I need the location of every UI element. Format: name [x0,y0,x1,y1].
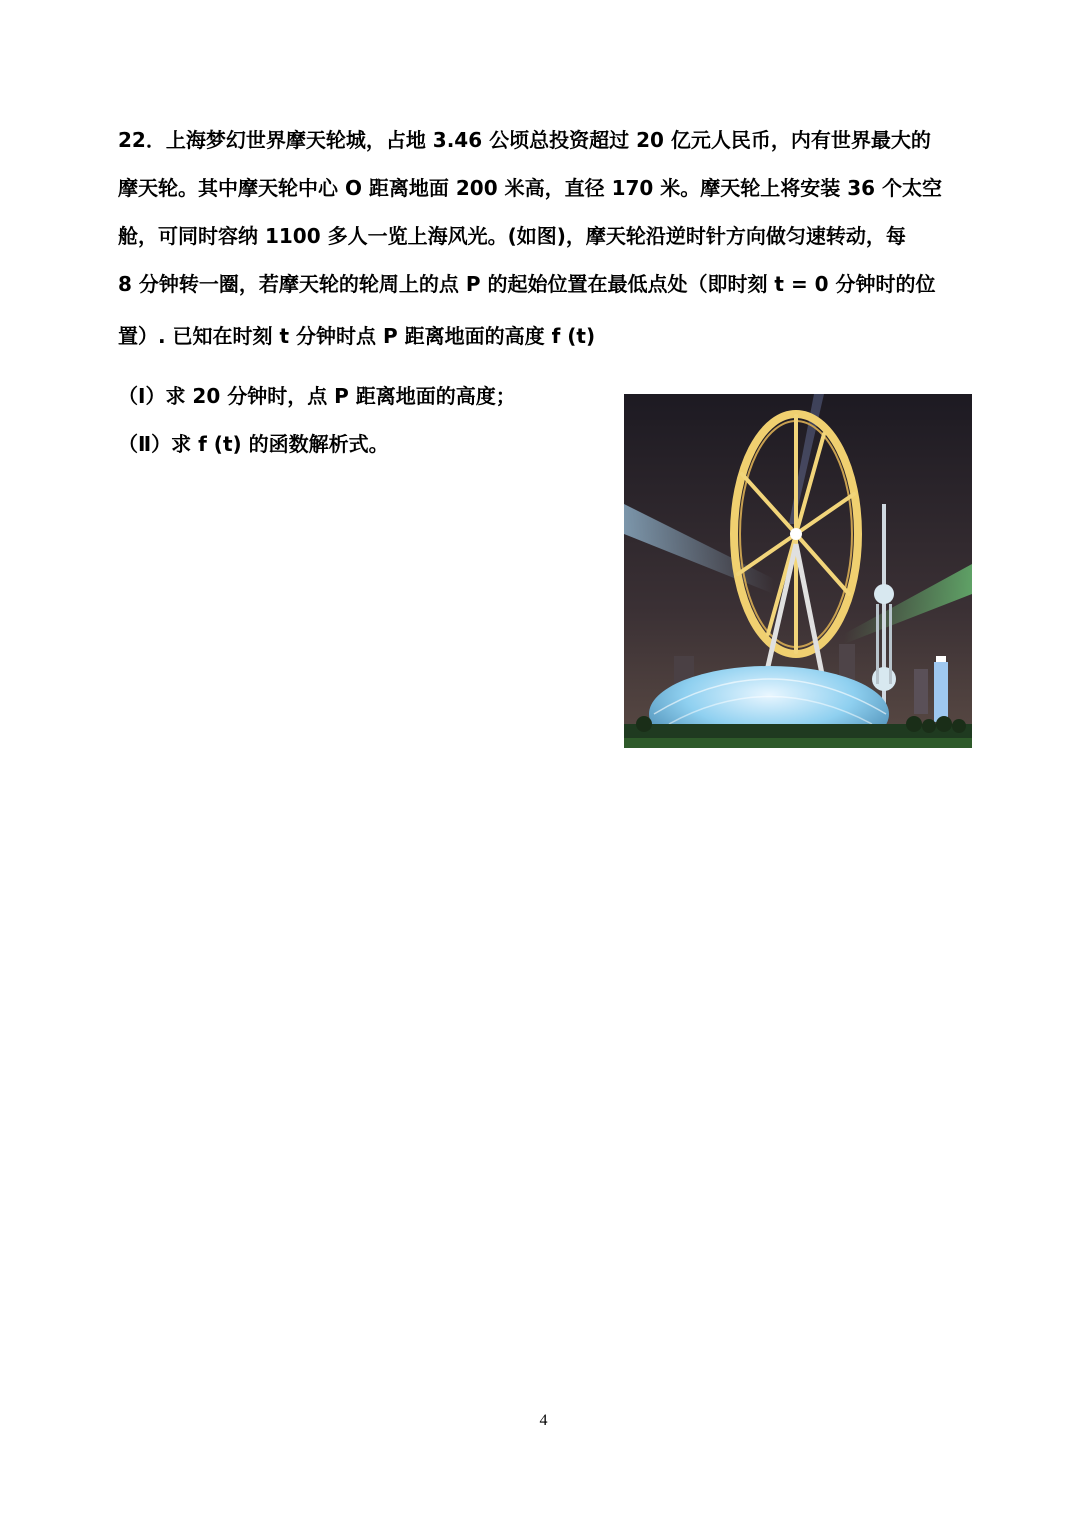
problem-line-4: 8 分钟转一圈，若摩天轮的轮周上的点 P 的起始位置在最低点处（即时刻 t = 0 分钟时的位 [118,272,936,296]
problem-line-3: 舱，可同时容纳 1100 多人一览上海风光。(如图)，摩天轮沿逆时针方向做匀速转动，每 [118,224,906,248]
question-part-1: （Ⅰ）求 20 分钟时，点 P 距离地面的高度； [118,384,516,408]
problem-line-1: 22．上海梦幻世界摩天轮城，占地 3.46 公顷总投资超过 20 亿元人民币，内有世界最大的 [118,128,931,152]
problem-line-5: 置）. 已知在时刻 t 分钟时点 P 距离地面的高度 f (t) [118,324,596,348]
problem-line-2: 摩天轮。其中摩天轮中心 O 距离地面 200 米高，直径 170 米。摩天轮上将安装 36 个太空 [118,176,943,200]
ferris-wheel-photo [624,394,972,748]
question-part-2: （Ⅱ）求 f (t) 的函数解析式。 [118,432,389,456]
page-number: 4 [539,1412,548,1429]
